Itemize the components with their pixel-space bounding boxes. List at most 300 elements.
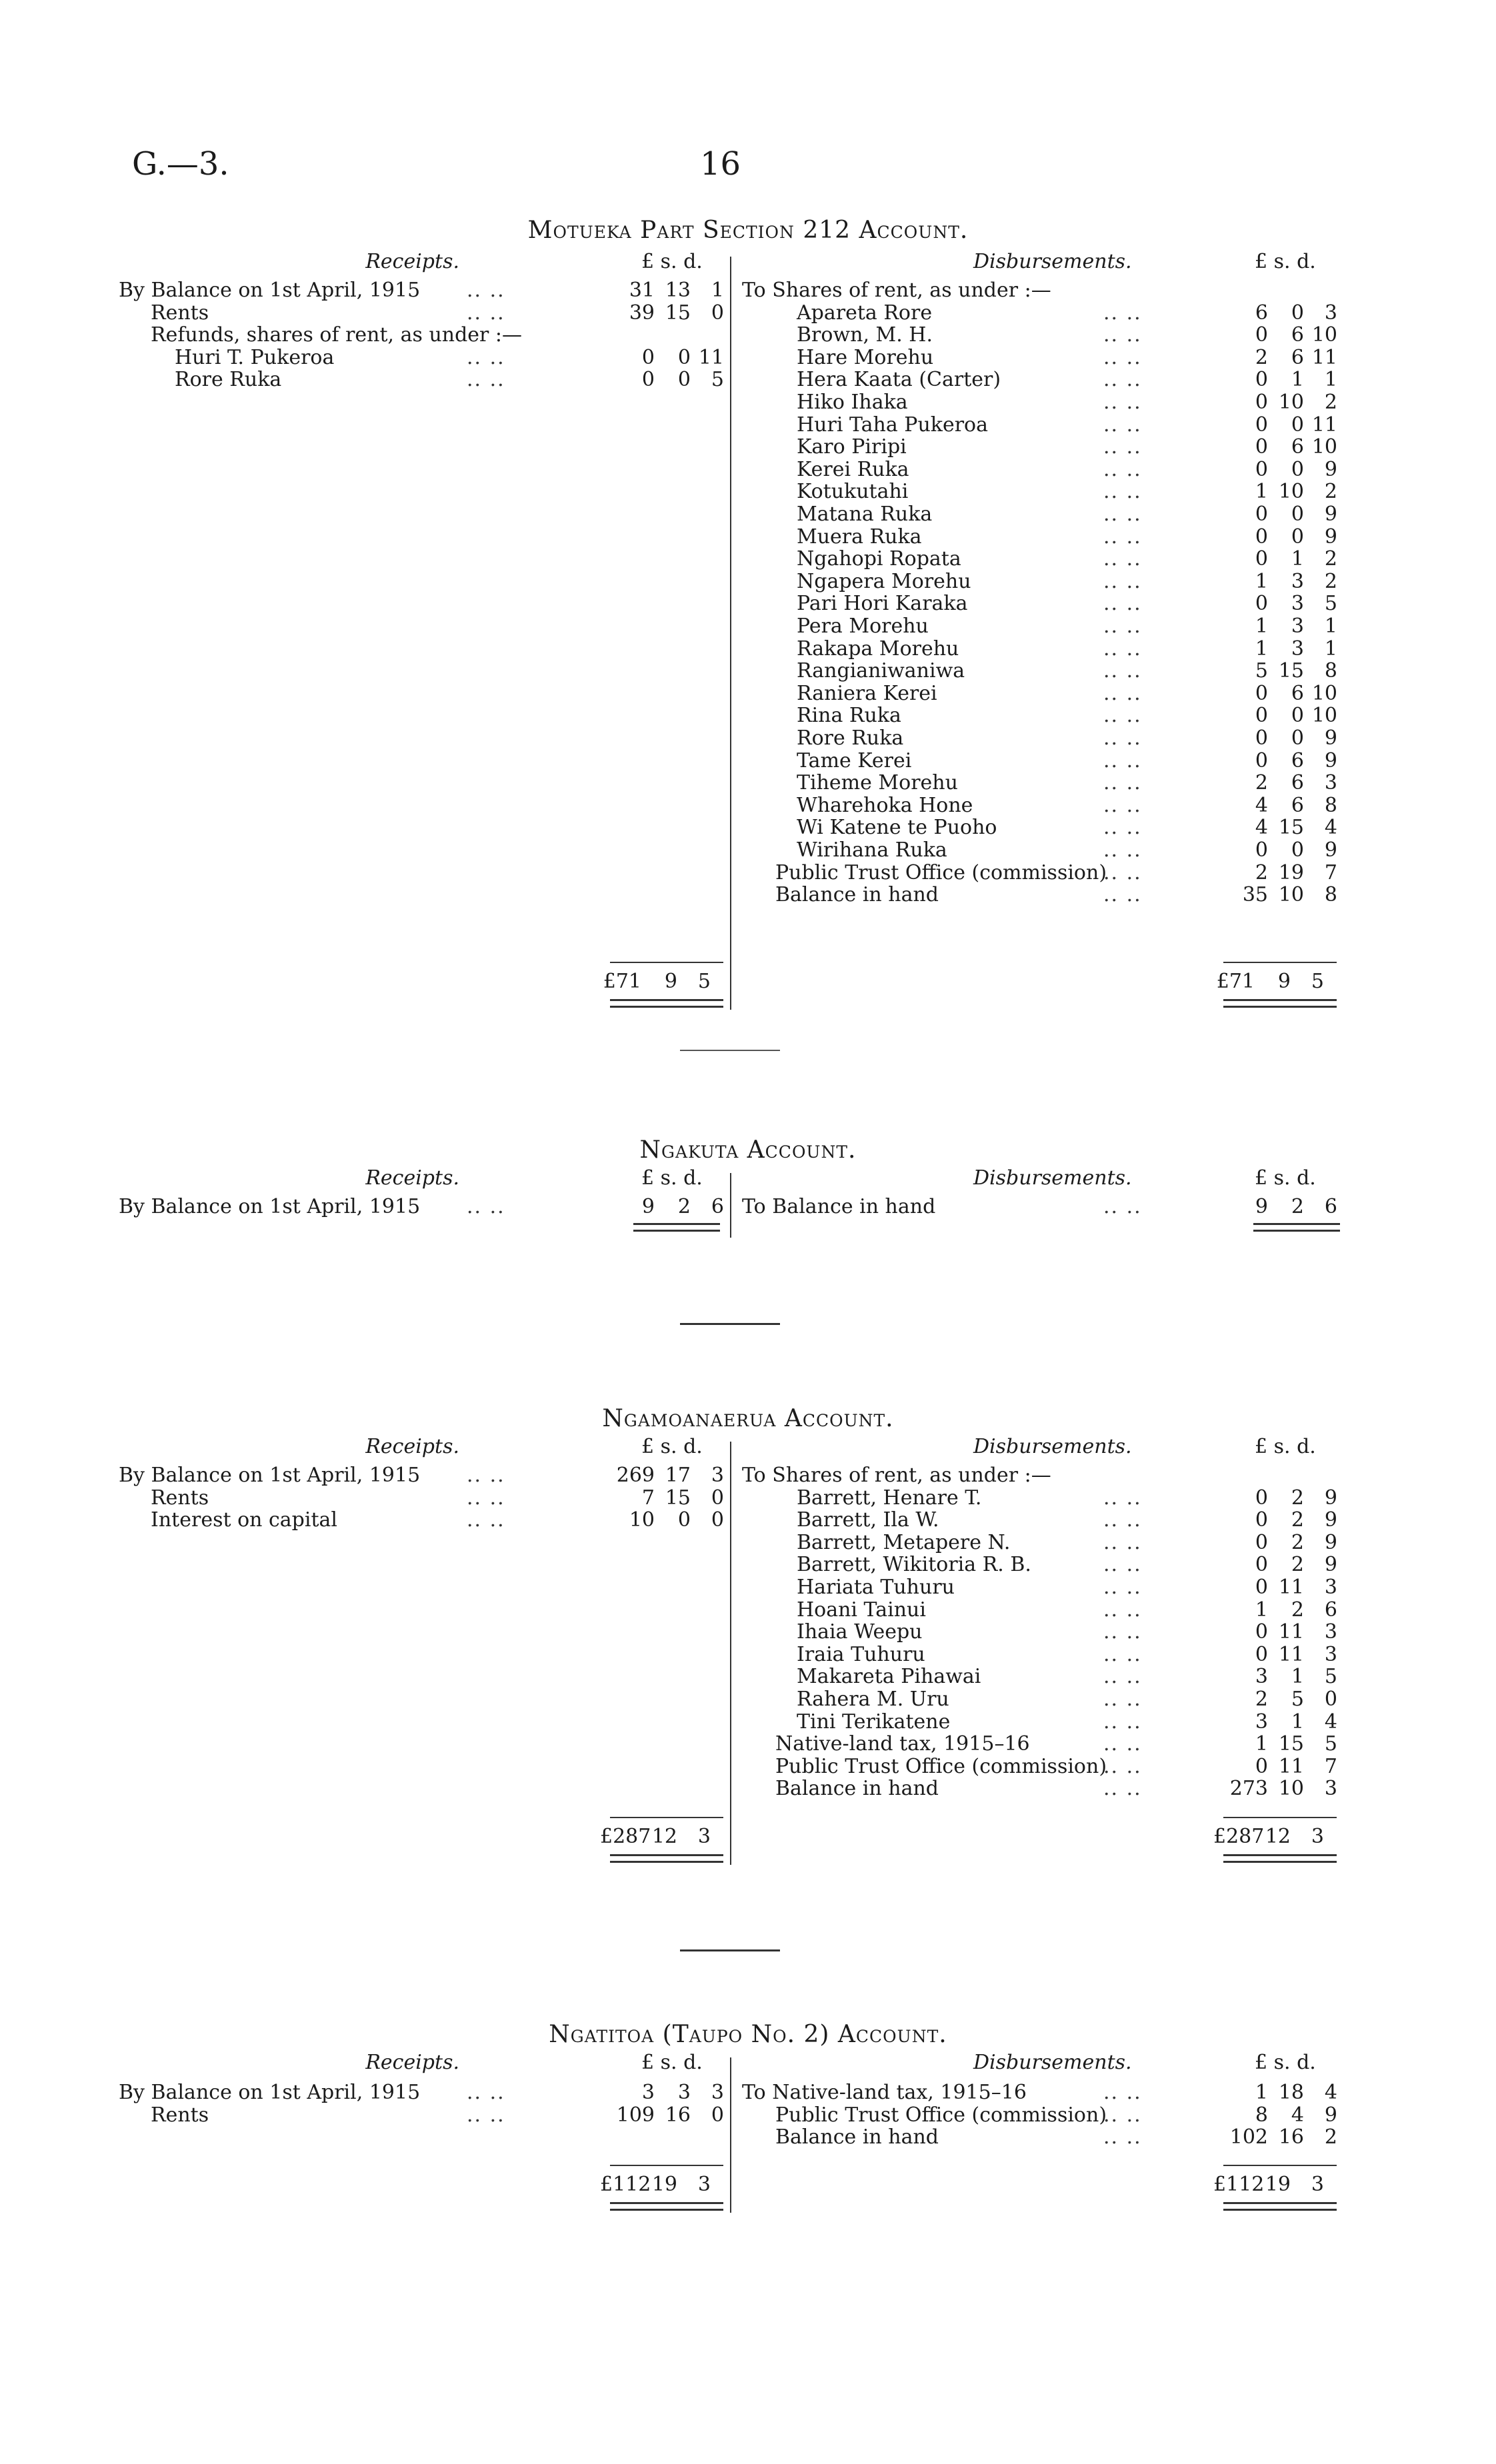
pence: 0 <box>711 2103 724 2127</box>
leader-dots: .. .. <box>1103 816 1142 840</box>
disbursement-row <box>0 704 1496 726</box>
leader-dots: .. .. <box>1103 435 1142 459</box>
receipt-label: Rents <box>151 2103 209 2127</box>
disbursement-row <box>0 570 1496 593</box>
receipt-label: Rore Ruka <box>175 368 282 392</box>
shillings: 6 <box>1291 345 1304 369</box>
pounds: 273 <box>1229 1777 1268 1801</box>
account-title: Ngamoanaerua Account. <box>602 1405 894 1432</box>
pounds: 0 <box>1255 1530 1268 1554</box>
shillings: 0 <box>1291 457 1304 481</box>
pounds: 0 <box>1255 323 1268 347</box>
shillings: 1 <box>1291 1665 1304 1689</box>
pence: 0 <box>711 1486 724 1510</box>
disbursement-label: Tiheme Morehu <box>797 771 958 795</box>
pence: 3 <box>697 1825 711 1848</box>
receipts-total-rule <box>610 1854 723 1863</box>
disbursement-row <box>0 615 1496 637</box>
disbursement-row <box>0 503 1496 525</box>
shillings: 3 <box>1291 569 1304 593</box>
disbursement-row <box>0 1732 1496 1755</box>
leader-dots: .. .. <box>467 368 505 392</box>
disbursement-label: Karo Piripi <box>797 435 907 459</box>
amount <box>1227 2081 1337 2104</box>
disbursements-sum-rule <box>1223 962 1337 963</box>
pounds: 0 <box>1255 838 1268 862</box>
disbursement-label: Native-land tax, 1915–16 <box>775 1732 1030 1756</box>
disbursement-label: Ihaia Weepu <box>797 1620 923 1644</box>
pence: 6 <box>711 1195 724 1218</box>
shillings: 11 <box>1278 1642 1304 1666</box>
leader-dots: .. .. <box>1103 301 1142 325</box>
disbursement-label: To Shares of rent, as under :— <box>742 279 1051 302</box>
shillings: 18 <box>1278 2081 1304 2104</box>
pounds: 0 <box>1255 413 1268 437</box>
leader-dots: .. .. <box>1103 1508 1142 1532</box>
pence: 9 <box>1324 1553 1337 1577</box>
pence: 0 <box>711 1508 724 1532</box>
pounds: 0 <box>1255 1620 1268 1644</box>
amount <box>1227 1531 1337 1554</box>
disbursements-total-rule <box>1223 2202 1337 2211</box>
shillings: 10 <box>1278 883 1304 907</box>
leader-dots: .. .. <box>1103 1754 1142 1778</box>
disbursement-row <box>0 794 1496 816</box>
disbursement-label: Barrett, Metapere N. <box>797 1530 1011 1554</box>
total-row <box>0 2173 1496 2195</box>
leader-dots: .. .. <box>1103 726 1142 750</box>
disbursement-label: Barrett, Wikitoria R. B. <box>797 1553 1031 1577</box>
disbursement-row <box>0 2103 1496 2126</box>
amount <box>1213 1825 1324 1848</box>
shillings: 15 <box>665 301 691 325</box>
pounds: 0 <box>1255 592 1268 616</box>
pounds: 1 <box>1255 1598 1268 1622</box>
amount <box>1227 637 1337 660</box>
disbursement-row <box>0 1643 1496 1666</box>
leader-dots: .. .. <box>1103 1777 1142 1801</box>
leader-dots: .. .. <box>467 2081 505 2104</box>
shillings: 3 <box>677 2081 691 2104</box>
pence: 3 <box>711 1464 724 1487</box>
pounds: 0 <box>1255 1508 1268 1532</box>
disbursement-row <box>0 323 1496 346</box>
shillings: 10 <box>1278 1777 1304 1801</box>
amount <box>1227 2103 1337 2127</box>
leader-dots: .. .. <box>1103 1553 1142 1577</box>
pence: 1 <box>1324 615 1337 638</box>
pounds: 31 <box>629 279 655 302</box>
shillings: 0 <box>1291 838 1304 862</box>
shillings: 0 <box>677 368 691 392</box>
disbursement-row <box>0 480 1496 503</box>
pence: 11 <box>1311 345 1337 369</box>
pounds: 0 <box>1255 457 1268 481</box>
shillings: 2 <box>1291 1508 1304 1532</box>
disbursement-label: Makareta Pihawai <box>797 1665 981 1689</box>
shillings: 0 <box>1291 704 1304 728</box>
disbursement-row <box>0 1508 1496 1531</box>
pounds: £71 <box>603 970 641 993</box>
pence: 9 <box>1324 457 1337 481</box>
amount <box>1227 323 1337 347</box>
leader-dots: .. .. <box>1103 883 1142 907</box>
receipt-label: By Balance on 1st April, 1915 <box>119 1195 421 1218</box>
pounds: 0 <box>1255 391 1268 414</box>
disbursement-row <box>0 1755 1496 1778</box>
pounds: £112 <box>1213 2173 1265 2196</box>
pence: 5 <box>1324 592 1337 616</box>
disbursement-label: Kerei Ruka <box>797 457 909 481</box>
column-divider <box>730 1173 731 1238</box>
shillings: 19 <box>1265 2173 1291 2196</box>
amount <box>1227 413 1337 437</box>
leader-dots: .. .. <box>1103 323 1142 347</box>
pence: 9 <box>1324 525 1337 549</box>
pounds: 2 <box>1255 1688 1268 1711</box>
disbursements-total-rule <box>1253 1223 1340 1232</box>
shillings: 2 <box>1291 1486 1304 1510</box>
leader-dots: .. .. <box>1103 838 1142 862</box>
disbursement-row <box>0 659 1496 682</box>
disbursement-label: Public Trust Office (commission) <box>775 2103 1107 2127</box>
amount <box>1227 346 1337 369</box>
disbursement-row <box>0 1464 1496 1486</box>
column-divider <box>730 257 731 1010</box>
receipt-label: By Balance on 1st April, 1915 <box>119 2081 421 2104</box>
pounds: 9 <box>641 1195 655 1218</box>
receipts-total-rule <box>633 1223 720 1232</box>
disbursement-row <box>0 726 1496 749</box>
shillings: 13 <box>665 279 691 302</box>
shillings: 2 <box>677 1195 691 1218</box>
leader-dots: .. .. <box>1103 1530 1142 1554</box>
section-separator <box>680 1050 780 1051</box>
receipts-heading: Receipts. <box>365 250 459 273</box>
disbursement-label: Hare Morehu <box>797 345 934 369</box>
disbursement-label: Balance in hand <box>775 883 939 907</box>
disbursement-label: Raniera Kerei <box>797 681 937 705</box>
leader-dots: .. .. <box>1103 748 1142 772</box>
disbursement-label: Rina Ruka <box>797 704 901 728</box>
disbursements-heading: Disbursements. <box>973 1166 1132 1190</box>
pounds: 2 <box>1255 345 1268 369</box>
pounds: 109 <box>616 2103 655 2127</box>
receipts-sum-rule <box>610 1817 723 1818</box>
disbursements-heading: Disbursements. <box>973 250 1132 273</box>
pounds: 1 <box>1255 1732 1268 1756</box>
pence: 3 <box>1311 2173 1324 2196</box>
leader-dots: .. .. <box>1103 704 1142 728</box>
receipt-label: By Balance on 1st April, 1915 <box>119 1464 421 1487</box>
pence: 4 <box>1324 2081 1337 2104</box>
amount <box>1227 1688 1337 1711</box>
pence: 9 <box>1324 726 1337 750</box>
pounds: 4 <box>1255 793 1268 817</box>
disbursement-label: Barrett, Henare T. <box>797 1486 982 1510</box>
disbursement-row <box>0 368 1496 391</box>
leader-dots: .. .. <box>1103 615 1142 638</box>
leader-dots: .. .. <box>467 345 505 369</box>
pence: 9 <box>1324 503 1337 526</box>
disbursement-row <box>0 1620 1496 1643</box>
shillings: 0 <box>677 345 691 369</box>
pence: 3 <box>1324 1576 1337 1599</box>
pounds: 3 <box>1255 1710 1268 1734</box>
disbursement-row <box>0 1195 1496 1218</box>
pounds: 3 <box>641 2081 655 2104</box>
amount <box>1227 525 1337 549</box>
pounds: £287 <box>600 1825 651 1848</box>
amount <box>1227 458 1337 481</box>
disbursement-label: To Balance in hand <box>742 1195 936 1218</box>
amount <box>1227 368 1337 391</box>
leader-dots: .. .. <box>1103 681 1142 705</box>
pence: 6 <box>1324 1195 1337 1218</box>
amount <box>1227 391 1337 414</box>
shillings: 9 <box>1277 970 1291 993</box>
disbursements-sum-rule <box>1223 2165 1337 2166</box>
amount <box>1227 1195 1337 1218</box>
page-number: 16 <box>700 145 741 183</box>
disbursement-label: To Shares of rent, as under :— <box>742 1464 1051 1487</box>
section-separator <box>680 1323 780 1325</box>
section-separator <box>680 1949 780 1951</box>
amount <box>1227 1508 1337 1532</box>
disbursement-row <box>0 838 1496 861</box>
leader-dots: .. .. <box>1103 345 1142 369</box>
pence: 8 <box>1324 883 1337 907</box>
disbursement-label: Muera Ruka <box>797 525 922 549</box>
disbursement-row <box>0 637 1496 660</box>
pounds: 3 <box>1255 1665 1268 1689</box>
pence: 4 <box>1324 1710 1337 1734</box>
disbursement-row <box>0 1665 1496 1688</box>
shillings: 15 <box>665 1486 691 1510</box>
shillings: 3 <box>1291 615 1304 638</box>
disbursement-row <box>0 682 1496 704</box>
amount <box>1227 838 1337 862</box>
disbursements-sum-rule <box>1223 1817 1337 1818</box>
disbursement-label: Huri Taha Pukeroa <box>797 413 988 437</box>
pence: 2 <box>1324 569 1337 593</box>
leader-dots: .. .. <box>1103 569 1142 593</box>
shillings: 10 <box>1278 480 1304 504</box>
shillings: 10 <box>1278 391 1304 414</box>
pence: 11 <box>1311 413 1337 437</box>
pounds: 2 <box>1255 860 1268 884</box>
leader-dots: .. .. <box>1103 457 1142 481</box>
leader-dots: .. .. <box>1103 2125 1142 2149</box>
shillings: 6 <box>1291 748 1304 772</box>
receipts-sum-rule <box>610 2165 723 2166</box>
page-reference: G.—3. <box>132 145 229 183</box>
pence: 3 <box>1324 1777 1337 1801</box>
disbursement-row <box>0 592 1496 615</box>
disbursement-label: Balance in hand <box>775 1777 939 1801</box>
amount <box>1227 1777 1337 1800</box>
receipts-heading: Receipts. <box>365 2051 459 2074</box>
disbursements-heading: Disbursements. <box>973 2051 1132 2074</box>
pence: 9 <box>1324 1508 1337 1532</box>
receipts-heading: Receipts. <box>365 1166 459 1190</box>
pounds: 9 <box>1255 1195 1268 1218</box>
shillings: 2 <box>1291 1598 1304 1622</box>
receipts-lsd-header: £ s. d. <box>641 1166 703 1190</box>
disbursement-label: Hera Kaata (Carter) <box>797 368 1001 392</box>
shillings: 1 <box>1291 368 1304 392</box>
disbursement-label: Wi Katene te Puoho <box>797 816 997 840</box>
receipts-lsd-header: £ s. d. <box>641 1435 703 1458</box>
shillings: 2 <box>1291 1553 1304 1577</box>
amount <box>1227 749 1337 772</box>
amount <box>1227 794 1337 817</box>
shillings: 6 <box>1291 771 1304 795</box>
shillings: 6 <box>1291 793 1304 817</box>
pence: 2 <box>1324 391 1337 414</box>
amount <box>1227 1553 1337 1576</box>
disbursement-label: Brown, M. H. <box>797 323 933 347</box>
disbursement-label: To Native-land tax, 1915–16 <box>742 2081 1027 2104</box>
disbursement-row <box>0 301 1496 324</box>
total-row <box>0 1825 1496 1848</box>
shillings: 15 <box>1278 659 1304 683</box>
disbursement-label: Ngahopi Ropata <box>797 547 961 571</box>
disbursement-label: Public Trust Office (commission) <box>775 860 1107 884</box>
pounds: 6 <box>1255 301 1268 325</box>
amount <box>600 1825 711 1848</box>
leader-dots: .. .. <box>1103 592 1142 616</box>
pounds: 102 <box>1229 2125 1268 2149</box>
leader-dots: .. .. <box>1103 547 1142 571</box>
amount <box>1227 1755 1337 1778</box>
leader-dots: .. .. <box>467 1486 505 1510</box>
pence: 9 <box>1324 1530 1337 1554</box>
shillings: 12 <box>1265 1825 1291 1848</box>
disbursement-label: Rangianiwaniwa <box>797 659 965 683</box>
disbursement-label: Rakapa Morehu <box>797 636 959 660</box>
amount <box>1227 570 1337 593</box>
amount <box>1213 970 1324 993</box>
disbursement-label: Iraia Tuhuru <box>797 1642 925 1666</box>
pence: 0 <box>711 301 724 325</box>
disbursements-lsd-header: £ s. d. <box>1255 250 1316 273</box>
receipts-heading: Receipts. <box>365 1435 459 1458</box>
leader-dots: .. .. <box>1103 1732 1142 1756</box>
leader-dots: .. .. <box>1103 1688 1142 1711</box>
pence: 3 <box>1324 301 1337 325</box>
disbursement-label: Barrett, Ila W. <box>797 1508 939 1532</box>
shillings: 2 <box>1291 1195 1304 1218</box>
amount <box>1227 726 1337 750</box>
leader-dots: .. .. <box>467 1464 505 1487</box>
amount <box>600 970 711 993</box>
disbursement-row <box>0 1710 1496 1733</box>
pence: 2 <box>1324 480 1337 504</box>
pence: 5 <box>711 368 724 392</box>
disbursement-label: Hiko Ihaka <box>797 391 908 414</box>
pence: 5 <box>1311 970 1324 993</box>
pounds: 0 <box>1255 368 1268 392</box>
pounds: £71 <box>1216 970 1255 993</box>
amount <box>1227 1643 1337 1666</box>
leader-dots: .. .. <box>1103 771 1142 795</box>
amount <box>1227 1598 1337 1622</box>
leader-dots: .. .. <box>467 2103 505 2127</box>
pounds: 1 <box>1255 2081 1268 2104</box>
disbursement-label: Public Trust Office (commission) <box>775 1754 1107 1778</box>
shillings: 2 <box>1291 1530 1304 1554</box>
pence: 8 <box>1324 659 1337 683</box>
disbursement-label: Hoani Tainui <box>797 1598 926 1622</box>
disbursement-row <box>0 1576 1496 1598</box>
pounds: 5 <box>1255 659 1268 683</box>
shillings: 3 <box>1291 592 1304 616</box>
pence: 9 <box>1324 2103 1337 2127</box>
pence: 4 <box>1324 816 1337 840</box>
pounds: 0 <box>1255 1576 1268 1599</box>
shillings: 0 <box>1291 413 1304 437</box>
amount <box>1213 2173 1324 2196</box>
leader-dots: .. .. <box>1103 1576 1142 1599</box>
pounds: 1 <box>1255 480 1268 504</box>
disbursement-row <box>0 279 1496 301</box>
amount <box>1227 1665 1337 1688</box>
pence: 3 <box>1324 1620 1337 1644</box>
pence: 2 <box>1324 2125 1337 2149</box>
shillings: 9 <box>664 970 677 993</box>
pence: 6 <box>1324 1598 1337 1622</box>
leader-dots: .. .. <box>1103 480 1142 504</box>
leader-dots: .. .. <box>1103 503 1142 526</box>
leader-dots: .. .. <box>1103 413 1142 437</box>
pounds: 0 <box>1255 726 1268 750</box>
leader-dots: .. .. <box>1103 793 1142 817</box>
leader-dots: .. .. <box>1103 2081 1142 2104</box>
pence: 3 <box>1324 771 1337 795</box>
disbursement-row <box>0 816 1496 838</box>
disbursements-lsd-header: £ s. d. <box>1255 1166 1316 1190</box>
pence: 11 <box>698 345 724 369</box>
shillings: 1 <box>1291 547 1304 571</box>
amount <box>1227 2125 1337 2149</box>
disbursement-row <box>0 749 1496 772</box>
leader-dots: .. .. <box>1103 1642 1142 1666</box>
disbursement-row <box>0 861 1496 884</box>
leader-dots: .. .. <box>1103 525 1142 549</box>
pounds: 1 <box>1255 569 1268 593</box>
pence: 9 <box>1324 838 1337 862</box>
shillings: 11 <box>1278 1754 1304 1778</box>
receipts-total-rule <box>610 2202 723 2211</box>
pence: 1 <box>1324 636 1337 660</box>
amount <box>1227 435 1337 459</box>
shillings: 15 <box>1278 1732 1304 1756</box>
pounds: 0 <box>1255 704 1268 728</box>
disbursement-label: Kotukutahi <box>797 480 909 504</box>
shillings: 19 <box>1278 860 1304 884</box>
leader-dots: .. .. <box>467 279 505 302</box>
disbursement-row <box>0 413 1496 436</box>
disbursement-label: Tame Kerei <box>797 748 912 772</box>
amount <box>1227 682 1337 705</box>
disbursement-row <box>0 525 1496 548</box>
pence: 10 <box>1311 681 1337 705</box>
disbursement-label: Wirihana Ruka <box>797 838 947 862</box>
shillings: 12 <box>651 1825 677 1848</box>
disbursement-row <box>0 1598 1496 1621</box>
pounds: 2 <box>1255 771 1268 795</box>
